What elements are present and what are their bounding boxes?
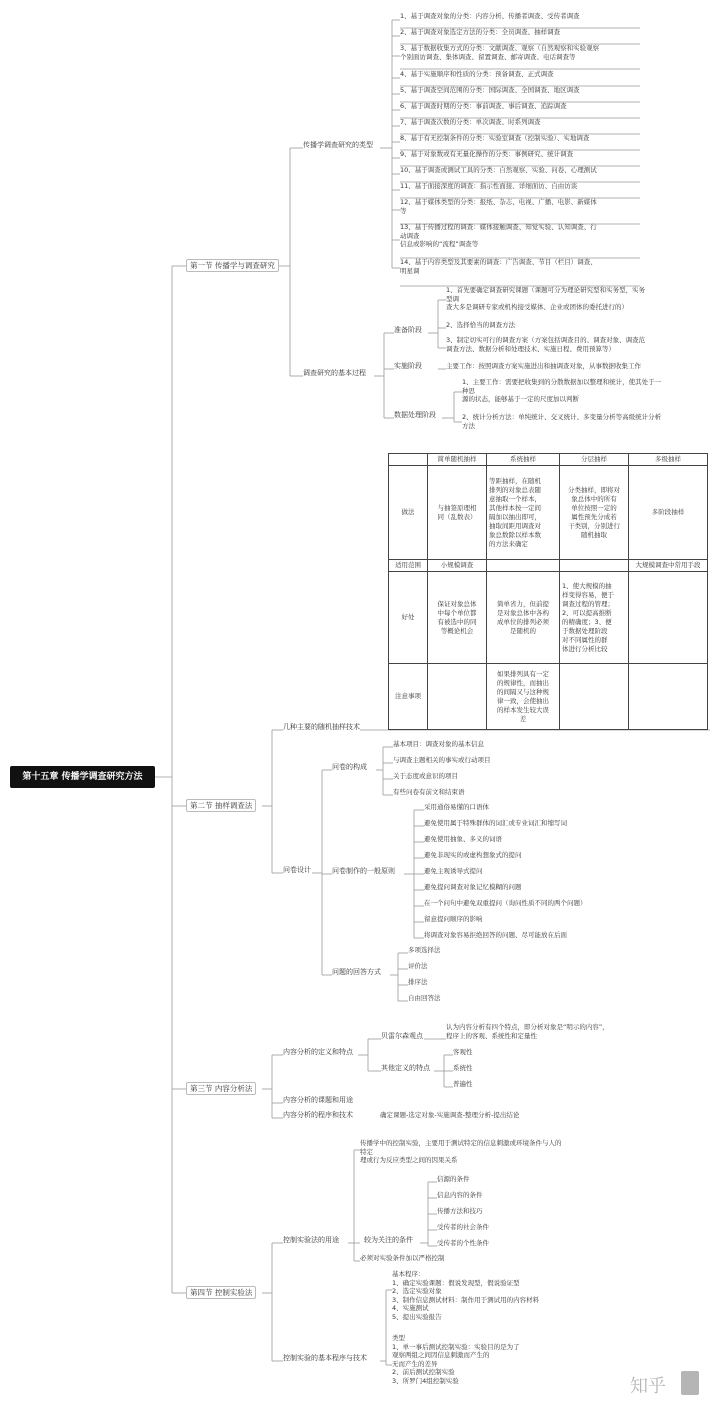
table-cell — [560, 664, 629, 730]
row-label: 注意事项 — [389, 664, 428, 730]
data-item: 2、统计分析方法：单纯统计、交叉统计、多变量分析等高级统计分析 方法 — [462, 413, 662, 430]
definition-title[interactable]: 内容分析的定义和特点 — [283, 1048, 353, 1056]
table-header: 系统抽样 — [487, 454, 560, 466]
table-cell — [560, 560, 629, 572]
impl-item: 主要工作：按照调查方案实施进出和抽调查对象，从事数据收集工作 — [446, 362, 641, 370]
focus-title[interactable]: 较为关注的条件 — [364, 1236, 413, 1244]
type-item: 1、基于调查对象的分类：内容分析、传播者调查、受传者调查 — [400, 12, 580, 20]
impl-title[interactable]: 实施阶段 — [394, 362, 422, 370]
table-cell: 1、使大规模的抽 样变得容易，便于 调查过程的管理； 2、可以提高推断 的精确度；3、便 于数据处理阶段 对不同属性的群 体进行分析比较 — [560, 572, 629, 664]
type-item: 2、基于调查对象选定方法的分类：全员调查、抽样调查 — [400, 28, 561, 36]
rule-item: 避免使用属于特殊群体的词汇或专业词汇和缩写词 — [424, 819, 567, 827]
table-row — [389, 466, 708, 560]
table-cell: 大规模调查中常用手段 — [629, 560, 708, 572]
section-4[interactable]: 第四节 控制实验法 — [186, 1286, 256, 1299]
other-def-item: 客观性 — [453, 1048, 473, 1056]
root-topic[interactable]: 第十五章 传播学调查研究方法 — [10, 766, 155, 788]
experiment-use-title[interactable]: 控制实验法的用途 — [283, 1236, 339, 1244]
row-label: 做法 — [389, 466, 428, 560]
rule-item: 避免使用抽象、多义的词语 — [424, 835, 502, 843]
table-header: 分层抽样 — [560, 454, 629, 466]
type-item: 6、基于调查时期的分类：事前调查、事后调查、追踪调查 — [400, 102, 567, 110]
rule-item: 将调查对象容易拒绝回答的问题、尽可能放在后面 — [424, 931, 567, 939]
composition-item: 关于态度或意识的项目 — [393, 772, 458, 780]
answer-item: 自由回答法 — [408, 994, 441, 1002]
table-cell: 保证对象总体 中每个单位都 有被选中的同 等概论机会 — [428, 572, 487, 664]
composition-item: 基本项目：调查对象的基本信息 — [393, 740, 484, 748]
answer-item: 排序法 — [408, 978, 428, 986]
zhihu-watermark: 知乎 — [630, 1376, 666, 1397]
other-def-title[interactable]: 其他定义的特点 — [381, 1064, 430, 1072]
other-def-item: 普遍性 — [453, 1080, 473, 1088]
berelson-title[interactable]: 贝雷尔森观点 — [381, 1032, 423, 1040]
type-item: 13、基于传播过程的调查：媒体接触调查、知觉实验、认知调查、行 动调查 信息或影响的“流程”调查等 — [400, 223, 597, 248]
rule-item: 留意提问顺序的影响 — [424, 915, 483, 923]
composition-item: 有些问卷有前文和结束语 — [393, 788, 465, 796]
type-item: 9、基于对象数或有无量化操作的分类：事例研究、统计调查 — [400, 150, 574, 158]
other-def-item: 系统性 — [453, 1064, 473, 1072]
composition-title[interactable]: 问卷的构成 — [332, 763, 367, 771]
table-row — [389, 572, 708, 664]
table-header-row — [389, 454, 708, 466]
berelson-item: 认为内容分析有四个特点，即分析对象是“明示的内容”， 程序上的客观、系统性和定量性 — [446, 1023, 609, 1040]
type-item: 12、基于媒体类型的分类：报纸、杂志、电视、广播、电影、新媒体 等 — [400, 198, 597, 215]
table-cell — [629, 664, 708, 730]
focus-item: 信源的条件 — [437, 1175, 470, 1183]
process-title[interactable]: 调查研究的基本过程 — [303, 369, 366, 377]
type-item: 4、基于实施顺序和性质的分类：预备调查、正式调查 — [400, 70, 554, 78]
table-cell: 简单省力，但前提 是对象总体中各构 成单位的排列必须 是随机的 — [487, 572, 560, 664]
type-item: 11、基于面接深度的调查：指示性面接、详细面访、自由访谈 — [400, 182, 578, 190]
prep-item: 2、选择恰当的调查方法 — [446, 321, 516, 329]
table-cell — [629, 572, 708, 664]
table-row — [389, 560, 708, 572]
table-cell: 与抽签原理相 同（乱数表） — [428, 466, 487, 560]
scope-title[interactable]: 内容分析的课题和用途 — [283, 1096, 353, 1104]
answer-title[interactable]: 问题的回答方式 — [332, 968, 381, 976]
answer-item: 评价法 — [408, 962, 428, 970]
type-item: 7、基于调查次数的分类：单次调查、时系列调查 — [400, 118, 541, 126]
table-cell — [487, 560, 560, 572]
table-header — [389, 454, 428, 466]
sampling-table — [388, 453, 708, 730]
rules-title[interactable]: 问卷制作的一般原则 — [332, 867, 395, 875]
table-cell: 小规模调查 — [428, 560, 487, 572]
section-2[interactable]: 第二节 抽样调查法 — [186, 799, 256, 812]
type-item: 3、基于数据收集方式的分类：文献调查、观察（自然观察和实验观察 个别面访调查、集体调查、留置调查、邮寄调查、电话调查等 — [400, 44, 600, 61]
composition-item: 与调查主题相关的事实或行动项目 — [393, 756, 491, 764]
rule-item: 在一个问句中避免双重提问（询问性质不同的两个问题） — [424, 899, 587, 907]
table-header: 多级抽样 — [629, 454, 708, 466]
procedure-title[interactable]: 内容分析的程序和技术 — [283, 1111, 353, 1119]
table-cell — [428, 664, 487, 730]
strict-item: 必须对实验条件加以严格控制 — [360, 1254, 445, 1262]
data-item: 1、主要工作：需要把收集到的分散数据加以整理和统计，使其处于一 种思 源的状态，能够基于一定的尺度加以判断 — [462, 378, 662, 403]
table-cell: 分类抽样，即将对 象总体中的所有 单位按照一定的 属性预先分成若 干类别，分别进行 随机抽取 — [560, 466, 629, 560]
section-1[interactable]: 第一节 传播学与调查研究 — [186, 259, 279, 272]
prep-title[interactable]: 准备阶段 — [394, 326, 422, 334]
row-label: 好处 — [389, 572, 428, 664]
random-sampling-title[interactable]: 几种主要的随机抽样技术 — [283, 723, 360, 731]
focus-item: 信息内容的条件 — [437, 1191, 483, 1199]
experiment-type-item: 类型 1、单一事后测试控制实验：实验目的是为了 观察两组之间因信息刺激而产生的 无而产生的差异 2、前后测试控制实验 3、所罗门4组控制实验 — [392, 1334, 520, 1385]
table-cell: 如果排列具有一定 的规律性，而抽出 的间隔又与这种规 律一致，会使抽出 的样本发生较大误 差 — [487, 664, 560, 730]
type-item: 5、基于调查空间范围的分类：国际调查、全国调查、地区调查 — [400, 86, 580, 94]
prep-item: 3、制定切实可行的调查方案（方案包括调查目的、调查对象、调查范 调查方法、数据分析和处理技术、实施日程、费用预算等） — [446, 336, 646, 353]
focus-item: 受传者的社会条件 — [437, 1223, 489, 1231]
type-item: 8、基于有无控制条件的分类：实验室调查（控制实验）、实地调查 — [400, 134, 590, 142]
experiment-use-item: 传播学中的控制实验，主要用于测试特定的信息刺激或环境条件与人的 特定 理或行为反应类型之间的因果关系 — [360, 1139, 562, 1164]
rule-item: 采用通俗易懂的口语体 — [424, 803, 489, 811]
answer-item: 多项选择法 — [408, 946, 441, 954]
types-title[interactable]: 传播学调查研究的类型 — [303, 141, 373, 149]
row-label: 适用范围 — [389, 560, 428, 572]
rule-item: 避免提问调查对象记忆模糊的问题 — [424, 883, 522, 891]
experiment-proc-item: 基本程序： 1、确定实验课题：假说发现型，假说验证型 2、选定实验对象 3、制作信息测试材料：制作用于测试用的内容材料 4、实施测试 5、提出实验报告 — [392, 1270, 540, 1321]
focus-item: 受传者的个性条件 — [437, 1239, 489, 1247]
procedure-item: 确定课题-选定对象-实施调查-整理分析-提出结论 — [380, 1111, 520, 1119]
table-cell: 多阶段抽样 — [629, 466, 708, 560]
section-3[interactable]: 第三节 内容分析法 — [186, 1082, 256, 1095]
questionnaire-title[interactable]: 问卷设计 — [283, 866, 311, 874]
experiment-proc-title[interactable]: 控制实验的基本程序与技术 — [283, 1354, 367, 1362]
table-header: 简单随机抽样 — [428, 454, 487, 466]
table-cell: 等距抽样，在随机 排列的对象总表随 意抽取一个样本， 其他样本按一定间 隔加以抽出即可， 抽取间距用调查对 象总数除以样本数 的方法来确定 — [487, 466, 560, 560]
focus-item: 传播方法和技巧 — [437, 1207, 483, 1215]
table-row — [389, 664, 708, 730]
type-item: 10、基于调查或测试工具的分类：自然观察、实验、问卷、心理测试 — [400, 166, 597, 174]
rule-item: 避免主观诱导式提问 — [424, 867, 483, 875]
type-item: 14、基于内容类型及其要素的调查：广告调查、节目（栏目）调查、 明星调 — [400, 258, 597, 275]
rule-item: 避免非现实的或虚构想象式的提问 — [424, 851, 522, 859]
prep-item: 1、首先要确定调查研究课题（课题可分为理论研究型和实务型，实务 型调 查大多是调研专家或机构接受媒体、企业或团体的委托进行的） — [446, 286, 646, 311]
data-title[interactable]: 数据处理阶段 — [394, 411, 436, 419]
zhihu-watermark-icon — [681, 1371, 699, 1395]
